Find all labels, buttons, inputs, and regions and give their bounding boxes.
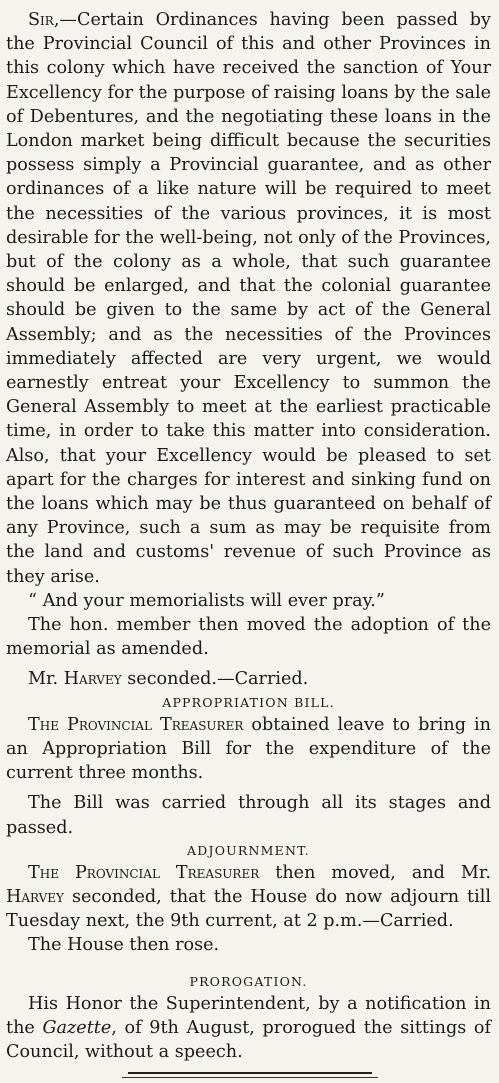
prorogation-paragraph xyxy=(6,992,491,1065)
end-rule-thick xyxy=(128,1072,372,1074)
seconded-rest: seconded.—Carried. xyxy=(121,669,309,690)
seconded-line xyxy=(6,667,491,691)
adjournment-text-1: then moved, and Mr. xyxy=(259,862,492,883)
prayer-line: “ And your memorialists will ever pray.” xyxy=(28,590,385,611)
adjournment-text-2: seconded, that the House do now adjourn till Tuesday next, the 9th current, at 2 p.m.—Carried. xyxy=(6,886,491,932)
appropriation-officer: The Provincial Treasurer xyxy=(28,714,244,735)
seconder-name: Harvey xyxy=(63,669,122,690)
adjournment-paragraph xyxy=(6,861,491,934)
adjournment-seconder: Harvey xyxy=(6,886,64,907)
house-rose-line: The House then rose. xyxy=(28,935,220,956)
end-rule-thin xyxy=(122,1077,378,1078)
adjournment-officer: The Provincial Treasurer xyxy=(28,862,260,883)
seconded-prefix: Mr. xyxy=(28,669,64,690)
memorial-body: —Certain Ordinances having been passed by the Provincial Council of this and other Provinces in this colony which have received the sanction of Your Excellency for the purpose of raising loans by the sale of Debentures, and the negotiating these loans in the London market being difficult because the securities possess simply a Provincial guarantee, and as other ordinances of a like nature will be required to meet the necessities of the various provinces, it is most desirable for the well-being, not only of the Provinces, but of the colony as a whole, that such guarantee should be enlarged, and that the colonial guarantee should be given to the same by act of the General Assembly; and as the necessities of the Provinces immediately affected are very urgent, we would earnestly entreat your Excellency to summon the General Assembly to meet at the earliest practicable time, in order to take this matter into consideration. Also, that your Excellency would be pleased to set apart for the charges for interest and sinking fund on the loans which may be thus guaranteed on behalf of any Province, such a sum as may be requisite from the land and customs' revenue of such Province as they arise. xyxy=(6,10,491,587)
prorogation-text-1: His Honor the Superintendent, by a notification in the xyxy=(6,993,491,1038)
appropriation-paragraph xyxy=(6,713,491,786)
memorial-paragraph xyxy=(6,8,491,589)
appropriation-heading: APPROPRIATION BILL. xyxy=(162,694,335,710)
bill-carried-paragraph: The Bill was carried through all its stages and passed. xyxy=(6,793,491,838)
prorogation-text-2: , of 9th August, prorogued the sittings of Council, without a speech. xyxy=(6,1017,492,1062)
adjournment-heading: ADJOURNMENT. xyxy=(187,842,310,858)
gazette-title: Gazette xyxy=(42,1017,112,1038)
salutation: Sir, xyxy=(28,10,60,30)
appropriation-text: obtained leave to bring in an Appropriation Bill for the expenditure of the current three months. xyxy=(6,714,492,784)
motion-paragraph: The hon. member then moved the adoption of the memorial as amended. xyxy=(6,615,491,660)
prorogation-heading: PROROGATION. xyxy=(189,973,308,989)
